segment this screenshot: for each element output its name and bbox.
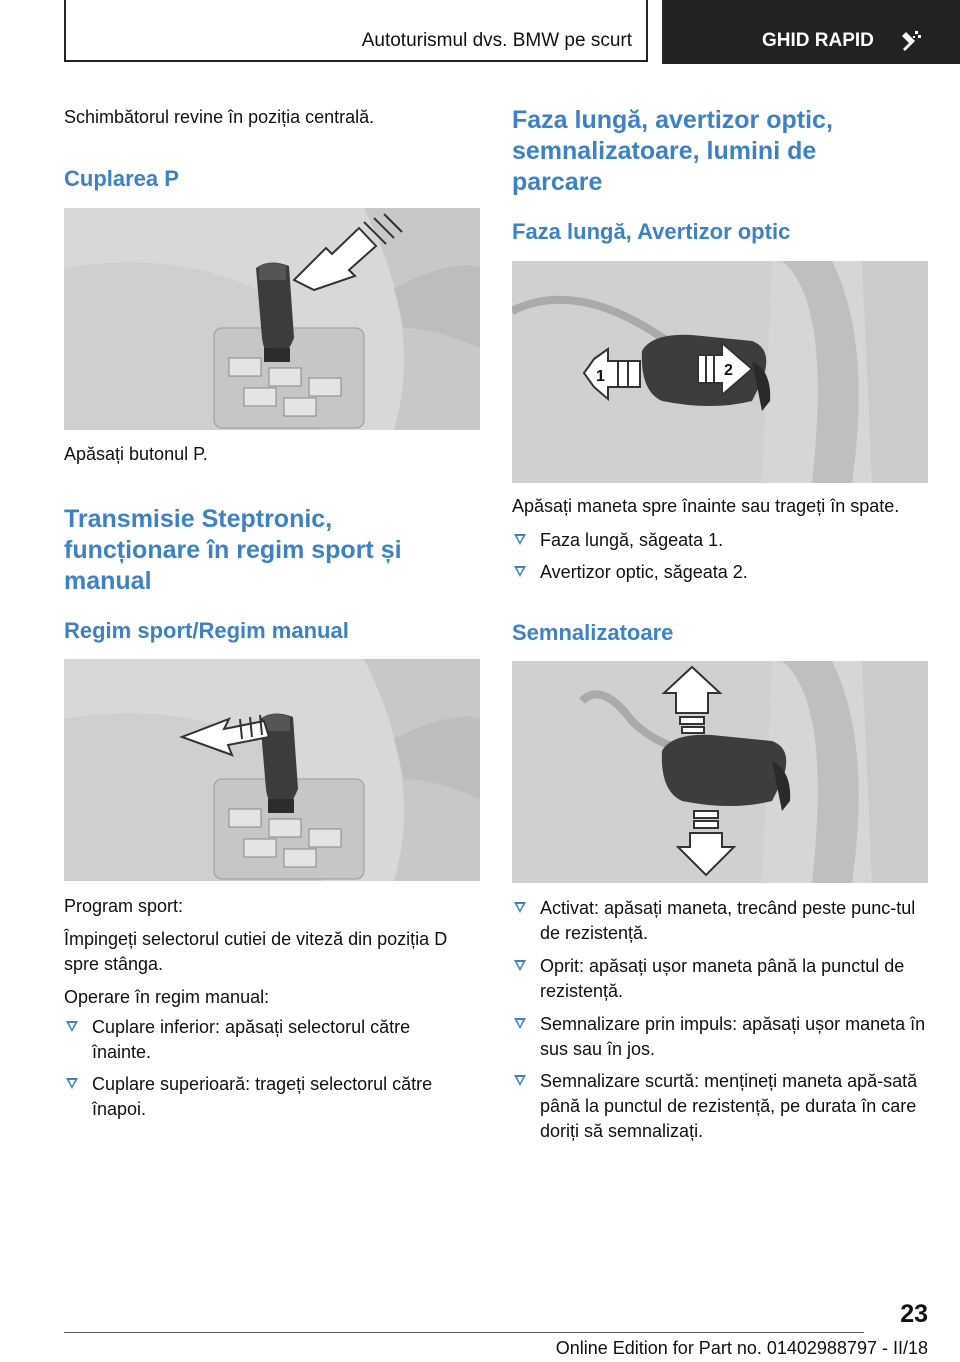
footer-edition: Online Edition for Part no. 01402988797 - II/18 — [555, 1338, 928, 1358]
bullet-triangle-icon — [66, 1021, 78, 1032]
sport-label: Program sport: — [64, 896, 184, 916]
bullet-triangle-icon — [514, 566, 526, 577]
intro-text: Schimbătorul revine în poziția centrală. — [64, 107, 375, 127]
list-item-text: Cuplare superioară: trageți selectorul către înapoi. — [92, 1074, 433, 1119]
list-item-text: Avertizor optic, săgeata 2. — [540, 562, 748, 582]
list-item-text: Semnalizare scurtă: mențineți maneta apă-sată până la punctul de rezistență, pe durata în care doriți să semnalizați. — [540, 1071, 918, 1141]
list-item-text: Activat: apăsați maneta, trecând peste punc-tul de rezistență. — [540, 898, 916, 943]
sport-text: Împingeți selectorul cutiei de viteză din poziția D spre stânga. — [64, 929, 448, 974]
bullet-triangle-icon — [514, 960, 526, 971]
heading-lights: Faza lungă, avertizor optic, semnalizatoare, lumini de parcare — [512, 106, 833, 196]
heading-high-beam: Faza lungă, Avertizor optic — [512, 219, 791, 244]
park-caption: Apăsați butonul P. — [64, 444, 208, 464]
list-item-text: Semnalizare prin impuls: apăsați ușor maneta în sus sau în jos. — [540, 1014, 926, 1059]
bullet-triangle-icon — [514, 1018, 526, 1029]
list-item-text: Faza lungă, săgeata 1. — [540, 530, 724, 550]
high-beam-lever-figure — [512, 261, 928, 483]
arrow-label-2: 2 — [724, 362, 733, 379]
section-tab — [662, 0, 960, 64]
footer-divider — [64, 1332, 864, 1333]
gear-selector-sport-figure — [64, 659, 480, 881]
page-number: 23 — [900, 1300, 928, 1328]
list-item — [512, 954, 930, 1004]
gear-selector-park-figure — [64, 208, 480, 430]
heading-turn-signals: Semnalizatoare — [512, 620, 674, 645]
bullet-triangle-icon — [514, 902, 526, 913]
list-item — [512, 1012, 930, 1062]
list-item — [512, 1069, 930, 1144]
header-title-box — [64, 0, 648, 62]
turn-signal-lever-figure — [512, 661, 928, 883]
list-item-text: Cuplare inferior: apăsați selectorul către înainte. — [92, 1017, 411, 1062]
list-item — [64, 1015, 472, 1065]
section-label: GHID RAPID — [762, 30, 874, 51]
bullet-triangle-icon — [514, 534, 526, 545]
bullet-triangle-icon — [66, 1078, 78, 1089]
list-item — [64, 1072, 472, 1122]
list-item-text: Oprit: apăsați ușor maneta până la punctul de rezistență. — [540, 956, 905, 1001]
heading-park: Cuplarea P — [64, 166, 179, 191]
header-title: Autoturismul dvs. BMW pe scurt — [361, 30, 632, 51]
arrow-label-1: 1 — [596, 368, 605, 385]
heading-sport-manual: Regim sport/Regim manual — [64, 618, 349, 643]
bullet-triangle-icon — [514, 1075, 526, 1086]
page-header — [64, 0, 958, 64]
list-item — [512, 528, 930, 553]
manual-label: Operare în regim manual: — [64, 987, 270, 1007]
quick-guide-icon — [898, 28, 924, 54]
list-item — [512, 560, 930, 585]
list-item — [512, 896, 930, 946]
heading-steptronic: Transmisie Steptronic, funcționare în regim sport și manual — [64, 505, 402, 595]
beam-caption: Apăsați maneta spre înainte sau trageți în spate. — [512, 496, 900, 516]
